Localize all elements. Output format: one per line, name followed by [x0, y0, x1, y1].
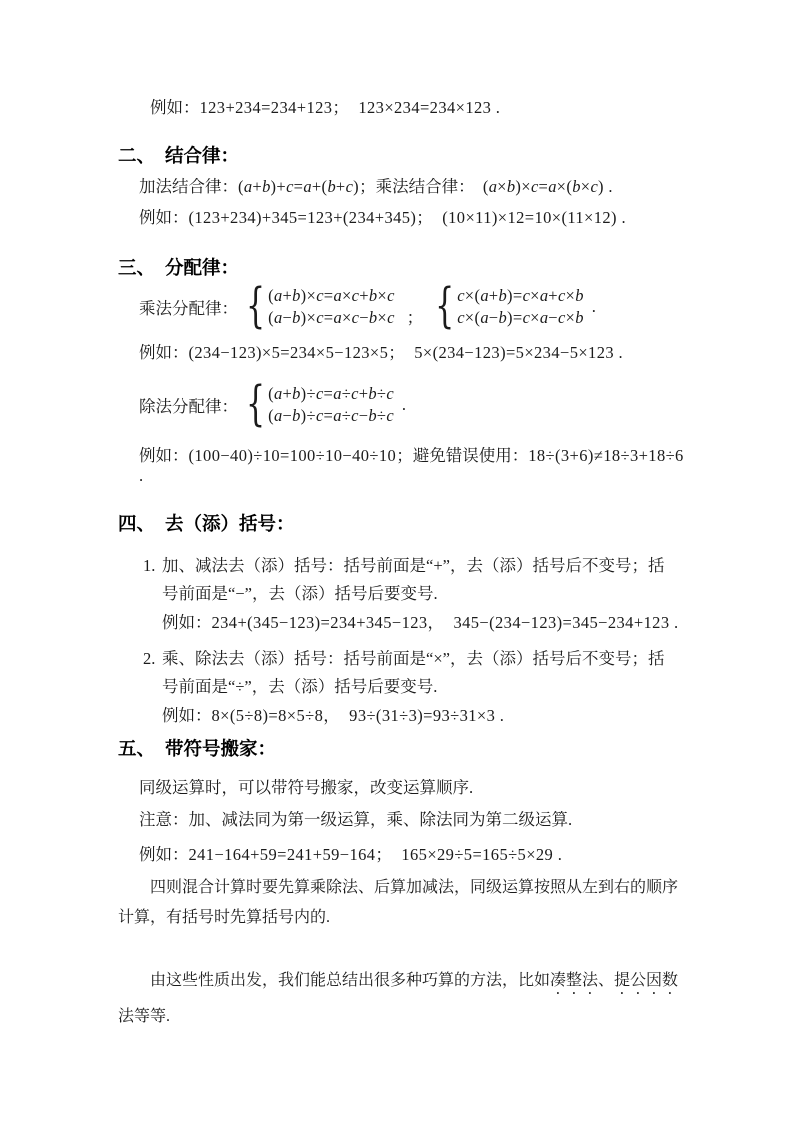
- mul-div-bracket-example-formula: 8×(5÷8)=8×5÷8， 93÷(31÷3)=93÷31×3 .: [211, 706, 505, 725]
- associative-law-line: [139, 177, 685, 197]
- section-2-body: [139, 177, 685, 228]
- section-2-title: 结合律：: [165, 145, 240, 166]
- closing-paragraph: [118, 963, 685, 1035]
- associative-example-line: [139, 208, 685, 228]
- move-with-sign-rule: 同级运算时，可以带符号搬家，改变运算顺序.: [139, 778, 474, 797]
- section-5-number: 五、: [118, 738, 156, 759]
- section-3-heading: [118, 257, 685, 279]
- division-distributive-law: [139, 376, 685, 433]
- example-label: 例如：: [139, 343, 189, 362]
- case-formula: c×(a−b)=c×a−c×b: [457, 308, 584, 327]
- multiplication-associative-label: ；乘法结合律：: [359, 177, 483, 196]
- division-distributive-example: [139, 446, 689, 486]
- associative-example-formula: (123+234)+345=123+(234+345)； (10×11)×12=10×(11×12) .: [188, 208, 626, 227]
- list-item-2-number: 2.: [143, 649, 156, 668]
- list-item-2: [143, 645, 685, 701]
- section-3-title: 分配律：: [165, 257, 240, 278]
- section-4-title: 去（添）括号：: [165, 513, 295, 534]
- list-item-2-text: 乘、除法去（添）括号：括号前面是“×”，去（添）括号后不变号；括号前面是“÷”，去（添）括号后要变号.: [162, 649, 665, 696]
- list-item-1-text: 加、减法去（添）括号：括号前面是“+”，去（添）括号后不变号；括号前面是“−”，去（添）括号后要变号.: [162, 556, 665, 603]
- section-4-number: 四、: [118, 513, 156, 534]
- multiplication-associative-formula: (a×b)×c=a×(b×c) .: [482, 177, 613, 196]
- add-sub-bracket-example-formula: 234+(345−123)=234+345−123， 345−(234−123)=345−234+123 .: [211, 613, 679, 632]
- avoid-misuse-label: ；避免错误使用：: [396, 446, 529, 465]
- list-item-1: [143, 552, 685, 608]
- case-formula: (a−b)÷c=a÷c−b÷c: [268, 406, 394, 425]
- case-formula: (a−b)×c=a×c−b×c: [268, 308, 395, 327]
- misuse-example-formula: 18÷(3+6)≠18÷3+18÷6 .: [139, 446, 689, 485]
- section-5-heading: [118, 738, 685, 760]
- intro-example-line: [150, 98, 685, 118]
- example-label: 例如：: [139, 845, 189, 864]
- division-example-formula: (100−40)÷10=100÷10−40÷10: [188, 446, 397, 465]
- example-label: 例如：: [139, 446, 189, 465]
- section-2-number: 二、: [118, 145, 156, 166]
- case-formula: (a+b)×c=a×c+b×c: [268, 286, 395, 305]
- closing-text-separator: 、: [598, 972, 615, 989]
- cases-stack: [268, 285, 395, 329]
- sentence-period: .: [401, 395, 407, 414]
- section-4-heading: [118, 513, 685, 535]
- move-with-sign-example: [139, 845, 685, 865]
- addition-associative-label: 加法结合律：: [139, 177, 238, 196]
- multiplication-distributive-example: [139, 343, 685, 363]
- section-3-body: [139, 278, 689, 486]
- multiplication-distributive-law: [139, 278, 685, 335]
- operation-level-note: 注意：加、减法同为第一级运算，乘、除法同为第二级运算.: [139, 810, 573, 829]
- cases-group-1: [246, 278, 395, 335]
- closing-text-pre: 由这些性质出发，我们能总结出很多种巧算的方法，比如: [150, 972, 551, 989]
- section-5-title: 带符号搬家：: [165, 738, 277, 759]
- list-item-2-example: [162, 706, 685, 726]
- method-name-common-factor: 提公因数: [614, 972, 679, 989]
- sentence-period: .: [591, 297, 597, 316]
- list-item-1-number: 1.: [143, 556, 156, 575]
- cases-stack: [457, 285, 584, 329]
- closing-text-post: 法等等.: [118, 1008, 171, 1025]
- example-label: 例如：: [162, 613, 212, 632]
- intro-example-formula: 123+234=234+123； 123×234=234×123 .: [199, 98, 501, 117]
- case-formula: c×(a+b)=c×a+c×b: [457, 286, 584, 305]
- multiplication-distributive-example-formula: (234−123)×5=234×5−123×5； 5×(234−123)=5×234−5×123 .: [188, 343, 624, 362]
- division-distributive-label: 除法分配律：: [139, 397, 238, 416]
- move-with-sign-example-formula: 241−164+59=241+59−164； 165×29÷5=165÷5×29 .: [188, 845, 563, 864]
- left-brace-glyph: {: [246, 376, 266, 433]
- cases-group-2: [435, 278, 584, 335]
- cases-group-3: [246, 376, 394, 433]
- mixed-operation-order-paragraph: 四则混合计算时要先算乘除法、后算加减法，同级运算按照从左到右的顺序计算，有括号时先算括号内的.: [118, 879, 679, 926]
- section-2-heading: [118, 145, 685, 167]
- example-label: 例如：: [150, 98, 200, 117]
- section-3-number: 三、: [118, 257, 156, 278]
- left-brace-glyph: {: [435, 278, 455, 335]
- multiplication-distributive-label: 乘法分配律：: [139, 299, 238, 318]
- left-brace-glyph: {: [246, 278, 266, 335]
- cases-stack: [268, 383, 394, 427]
- section-5-body: [139, 778, 685, 865]
- cases-separator: ；: [406, 308, 424, 327]
- example-label: 例如：: [139, 208, 189, 227]
- example-label: 例如：: [162, 706, 212, 725]
- method-name-rounding: 凑整法: [550, 972, 599, 989]
- list-item-1-example: [162, 613, 685, 633]
- addition-associative-formula: (a+b)+c=a+(b+c): [238, 177, 360, 196]
- case-formula: (a+b)÷c=a÷c+b÷c: [268, 384, 394, 403]
